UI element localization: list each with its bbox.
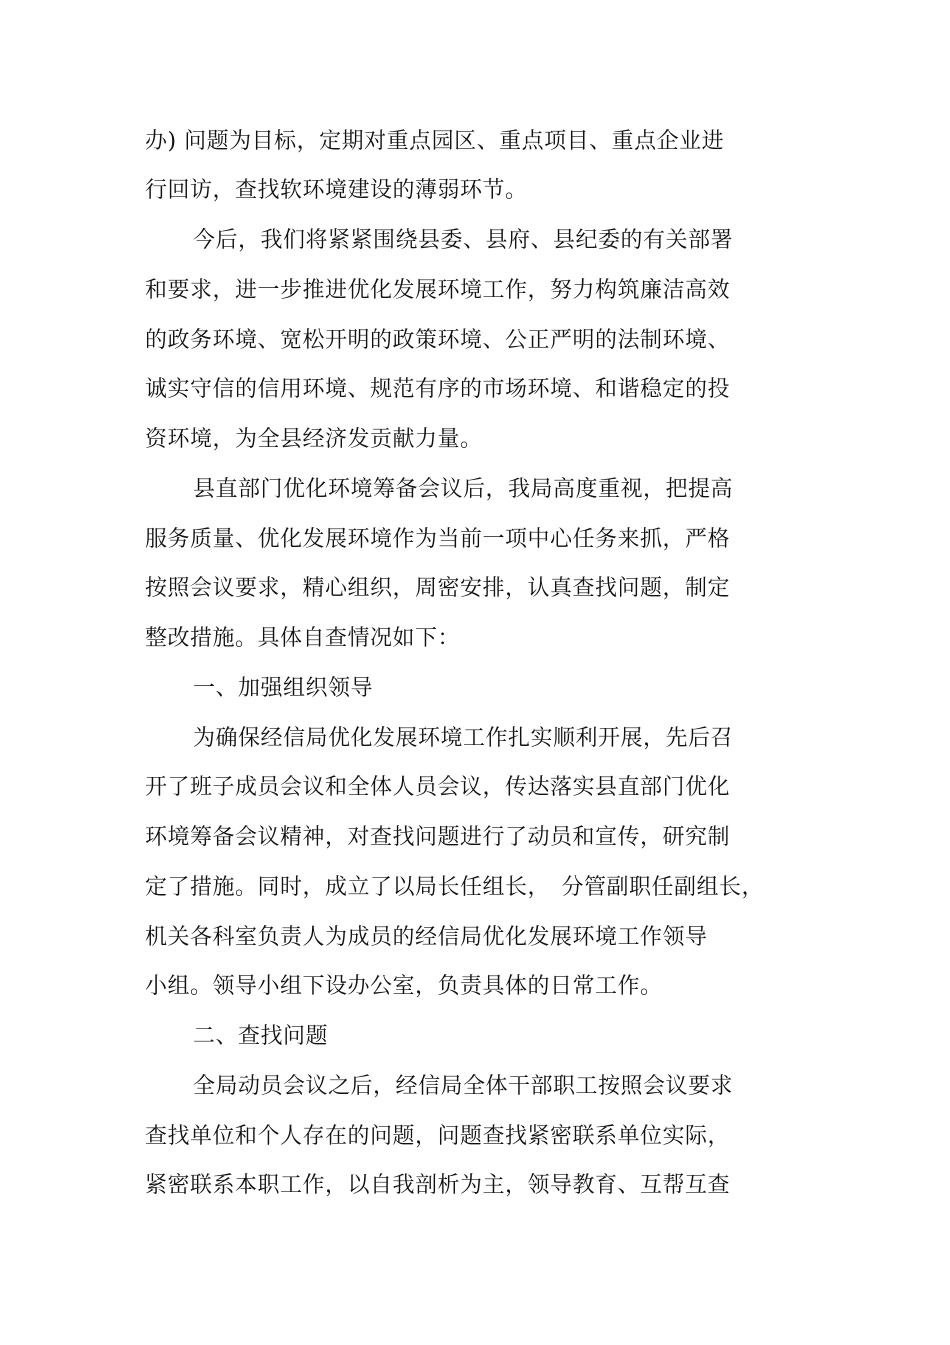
text-line: 环境筹备会议精神，对查找问题进行了动员和宣传，研究制 <box>145 825 731 850</box>
paragraph-start-line: 县直部门优化环境筹备会议后，我局高度重视，把提高 <box>193 477 734 502</box>
text-line: 和要求，进一步推进优化发展环境工作，努力构筑廉洁高效 <box>145 278 731 303</box>
paragraph-start-line: 为确保经信局优化发展环境工作扎实顺利开展，先后召 <box>193 726 734 751</box>
text-line: 办) 问题为目标，定期对重点园区、重点项目、重点企业进 <box>145 129 725 154</box>
section-heading: 二、查找问题 <box>193 1024 329 1049</box>
text-line: 按照会议要求，精心组织，周密安排，认真查找问题，制定 <box>145 576 731 601</box>
text-line: 紧密联系本职工作，以自我剖析为主，领导教育、互帮互查 <box>145 1173 731 1198</box>
paragraph-start-line: 今后，我们将紧紧围绕县委、县府、县纪委的有关部署 <box>193 228 734 253</box>
text-line: 定了措施。同时，成立了以局长任组长， 分管副职任副组长， <box>145 875 765 900</box>
text-line: 资环境，为全县经济发贡献力量。 <box>145 427 483 452</box>
text-line: 整改措施。具体自查情况如下： <box>145 626 461 651</box>
text-line: 诚实守信的信用环境、规范有序的市场环境、和谐稳定的投 <box>145 377 731 402</box>
section-heading: 一、加强组织领导 <box>193 676 374 701</box>
text-line: 小组。领导小组下设办公室，负责具体的日常工作。 <box>145 974 663 999</box>
text-line: 的政务环境、宽松开明的政策环境、公正严明的法制环境、 <box>145 328 731 353</box>
text-line: 机关各科室负责人为成员的经信局优化发展环境工作领导 <box>145 925 708 950</box>
text-line: 开了班子成员会议和全体人员会议，传达落实县直部门优化 <box>145 775 731 800</box>
text-line: 查找单位和个人存在的问题，问题查找紧密联系单位实际， <box>145 1124 731 1149</box>
paragraph-start-line: 全局动员会议之后，经信局全体干部职工按照会议要求 <box>193 1074 734 1099</box>
text-line: 行回访，查找软环境建设的薄弱环节。 <box>145 178 528 203</box>
text-line: 服务质量、优化发展环境作为当前一项中心任务来抓，严格 <box>145 527 731 552</box>
